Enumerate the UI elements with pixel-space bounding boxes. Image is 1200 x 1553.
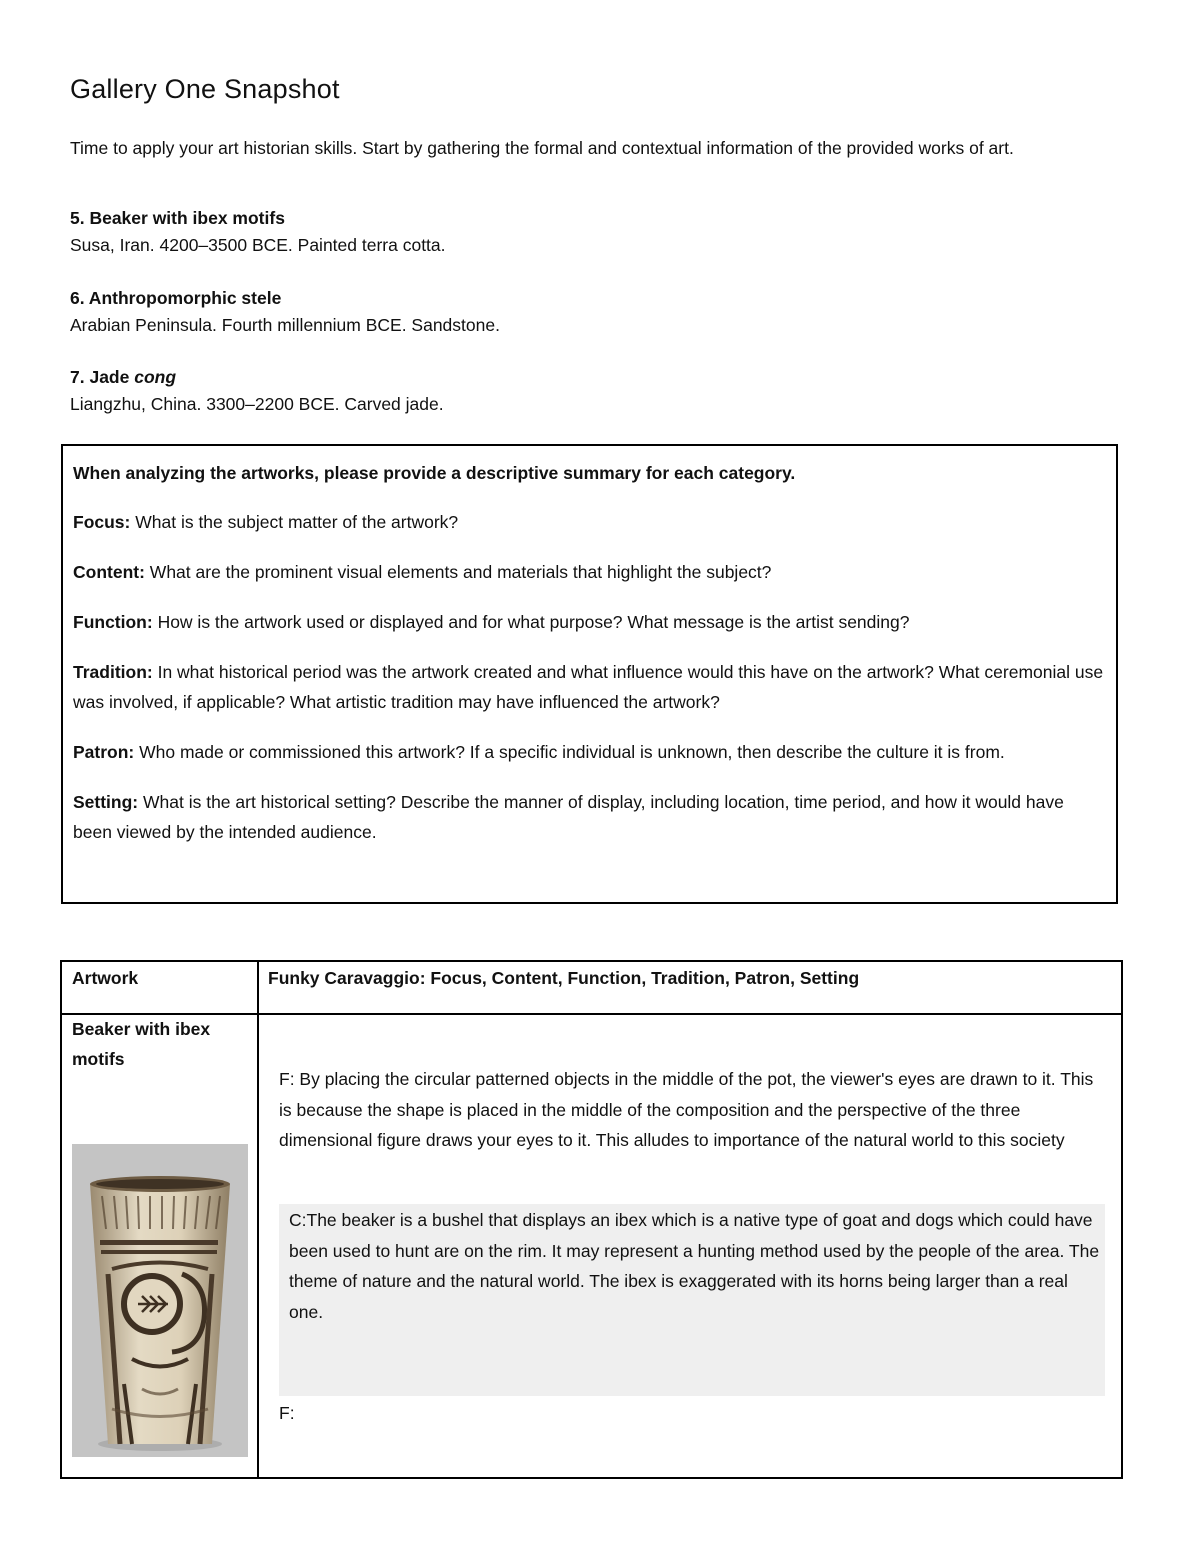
beaker-photo [72, 1144, 248, 1457]
category-focus [73, 507, 1106, 537]
category-text: Who made or commissioned this artwork? If a specific individual is unknown, then describe the culture it is from. [134, 742, 1005, 762]
artwork-entry-title-italic: cong [134, 367, 177, 387]
category-text: In what historical period was the artwork created and what influence would this have on the artwork? What ceremonial use was involved, if applicable? What artistic tradition may have influenced the artwork? [73, 662, 1104, 712]
table-column-divider [257, 962, 259, 1477]
artwork-entry-title-prefix: 7. Jade [70, 367, 135, 387]
artwork-entry-stele [70, 285, 500, 339]
artwork-entry-details: Arabian Peninsula. Fourth millennium BCE. Sandstone. [70, 315, 500, 335]
artwork-entry-title: 5. Beaker with ibex motifs [70, 208, 285, 228]
table-header-analysis: Funky Caravaggio: Focus, Content, Function, Tradition, Patron, Setting [268, 968, 860, 988]
instructions-lead: When analyzing the artworks, please provide a descriptive summary for each category. [73, 463, 796, 483]
response-content-block[interactable] [279, 1204, 1105, 1396]
table-row-artwork-name: Beaker with ibex motifs [72, 1019, 211, 1069]
category-label: Patron: [73, 742, 135, 762]
category-label: Content: [73, 562, 145, 582]
response-function[interactable]: F: [279, 1403, 295, 1423]
category-text: How is the artwork used or displayed and for what purpose? What message is the artist sending? [152, 612, 910, 632]
category-tradition [73, 657, 1106, 717]
artwork-entry-details: Susa, Iran. 4200–3500 BCE. Painted terra cotta. [70, 235, 446, 255]
instructions-box [61, 444, 1118, 904]
artwork-entry-details: Liangzhu, China. 3300–2200 BCE. Carved jade. [70, 394, 444, 414]
page-title: Gallery One Snapshot [70, 74, 340, 104]
category-label: Tradition: [73, 662, 153, 682]
response-content: C:The beaker is a bushel that displays an ibex which is a native type of goat and dogs which could have been used to hunt are on the rim. It may represent a hunting method used by the people of the area. The theme of nature and the natural world. The ibex is exaggerated with its horns being larger than a real one. [289, 1210, 1100, 1322]
analysis-table [60, 960, 1123, 1479]
category-label: Setting: [73, 792, 139, 812]
category-label: Function: [73, 612, 153, 632]
intro-paragraph: Time to apply your art historian skills. Start by gathering the formal and contextual information of the provided works of art. [70, 138, 1014, 158]
category-function [73, 607, 1106, 637]
table-header-artwork: Artwork [72, 968, 139, 988]
category-text: What is the art historical setting? Describe the manner of display, including location, time period, and how it would have been viewed by the intended audience. [73, 792, 1064, 842]
category-content [73, 557, 1106, 587]
artwork-entry-jade-cong [70, 364, 444, 418]
category-label: Focus: [73, 512, 131, 532]
category-text: What is the subject matter of the artwork? [130, 512, 459, 532]
category-text: What are the prominent visual elements and materials that highlight the subject? [144, 562, 772, 582]
artwork-entry-title [70, 364, 444, 391]
response-focus[interactable]: F: By placing the circular patterned objects in the middle of the pot, the viewer's eyes are drawn to it. This is because the shape is placed in the middle of the composition and the perspective of the three dimensional figure draws your eyes to it. This alludes to importance of the natural world to this society [279, 1069, 1094, 1150]
artwork-entry-title: 6. Anthropomorphic stele [70, 288, 282, 308]
category-setting [73, 787, 1106, 847]
artwork-entry-beaker [70, 205, 446, 259]
category-patron [73, 737, 1106, 767]
